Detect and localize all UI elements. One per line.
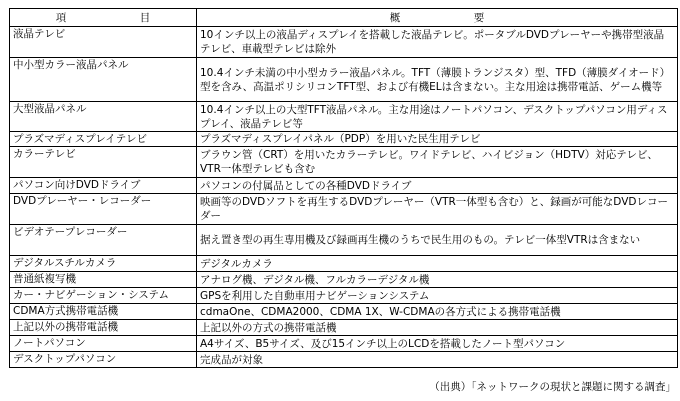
- table-row: [10, 225, 678, 256]
- row-item-name: ノートパソコン: [10, 336, 197, 352]
- row-item-name: デジタルスチルカメラ: [10, 256, 197, 272]
- row-item-name: 中小型カラー液晶パネル: [10, 58, 197, 102]
- table-row: [10, 132, 678, 147]
- row-item-name: 液晶テレビ: [10, 27, 197, 58]
- product-definition-table: [9, 8, 678, 368]
- column-header-summary: 概 要: [197, 9, 678, 27]
- row-item-summary: 映画等のDVDソフトを再生するDVDプレーヤー（VTR一体型も含む）と、録画が可能なDVDレコーダー: [197, 194, 678, 225]
- table-row: [10, 102, 678, 132]
- table-row: [10, 352, 678, 368]
- row-item-name: カー・ナビゲーション・システム: [10, 288, 197, 304]
- row-item-name: DVDプレーヤー・レコーダー: [10, 194, 197, 225]
- row-item-name: 普通紙複写機: [10, 272, 197, 288]
- table-row: [10, 147, 678, 178]
- table-row: [10, 27, 678, 58]
- row-item-summary: 上記以外の方式の携帯電話機: [197, 320, 678, 336]
- row-item-name: 大型液晶パネル: [10, 102, 197, 132]
- table-row: [10, 336, 678, 352]
- row-item-summary: 完成品が対象: [197, 352, 678, 368]
- table-row: [10, 288, 678, 304]
- table-row: [10, 304, 678, 320]
- row-item-summary: 据え置き型の再生専用機及び録画再生機のうちで民生用のもの。テレビ一体型VTRは含まない: [197, 225, 678, 256]
- row-item-name: プラズマディスプレイテレビ: [10, 132, 197, 147]
- table-row: [10, 320, 678, 336]
- table-row: [10, 272, 678, 288]
- row-item-summary: プラズマディスプレイパネル（PDP）を用いた民生用テレビ: [197, 132, 678, 147]
- column-header-item: 項 目: [10, 9, 197, 27]
- row-item-summary: デジタルカメラ: [197, 256, 678, 272]
- row-item-name: CDMA方式携帯電話機: [10, 304, 197, 320]
- row-item-name: ビデオテープレコーダー: [10, 225, 197, 256]
- row-item-summary: アナログ機、デジタル機、フルカラーデジタル機: [197, 272, 678, 288]
- table-row: [10, 178, 678, 194]
- row-item-summary: ブラウン管（CRT）を用いたカラーテレビ。ワイドテレビ、ハイビジョン（HDTV）対応テレビ、VTR一体型テレビも含む: [197, 147, 678, 178]
- row-item-summary: パソコンの付属品としての各種DVDドライブ: [197, 178, 678, 194]
- row-item-name: カラーテレビ: [10, 147, 197, 178]
- row-item-summary: cdmaOne、CDMA2000、CDMA 1X、W-CDMAの各方式による携帯電話機: [197, 304, 678, 320]
- row-item-summary: A4サイズ、B5サイズ、及び15インチ以上のLCDを搭載したノート型パソコン: [197, 336, 678, 352]
- row-item-summary: 10.4インチ以上の大型TFT液晶パネル。主な用途はノートパソコン、デスクトップパソコン用ディスプレイ、液晶テレビ等: [197, 102, 678, 132]
- row-item-summary: GPSを利用した自動車用ナビゲーションシステム: [197, 288, 678, 304]
- source-citation: （出典）「ネットワークの現状と課題に関する調査」: [429, 381, 676, 393]
- row-item-summary: 10インチ以上の液晶ディスプレイを搭載した液晶テレビ。ポータブルDVDプレーヤーや携帯型液晶テレビ、車載型テレビは除外: [197, 27, 678, 58]
- row-item-name: 上記以外の携帯電話機: [10, 320, 197, 336]
- row-item-name: デスクトップパソコン: [10, 352, 197, 368]
- table-row: [10, 58, 678, 102]
- row-item-name: パソコン向けDVDドライブ: [10, 178, 197, 194]
- table-row: [10, 256, 678, 272]
- row-item-summary: 10.4インチ未満の中小型カラー液晶パネル。TFT（薄膜トランジスタ）型、TFD（薄膜ダイオード）型を含み、高温ポリシリコンTFT型、および有機ELは含まない。主な用途は携帯電話、ゲーム機等: [197, 58, 678, 102]
- table-row: [10, 194, 678, 225]
- table-header-row: [10, 9, 678, 27]
